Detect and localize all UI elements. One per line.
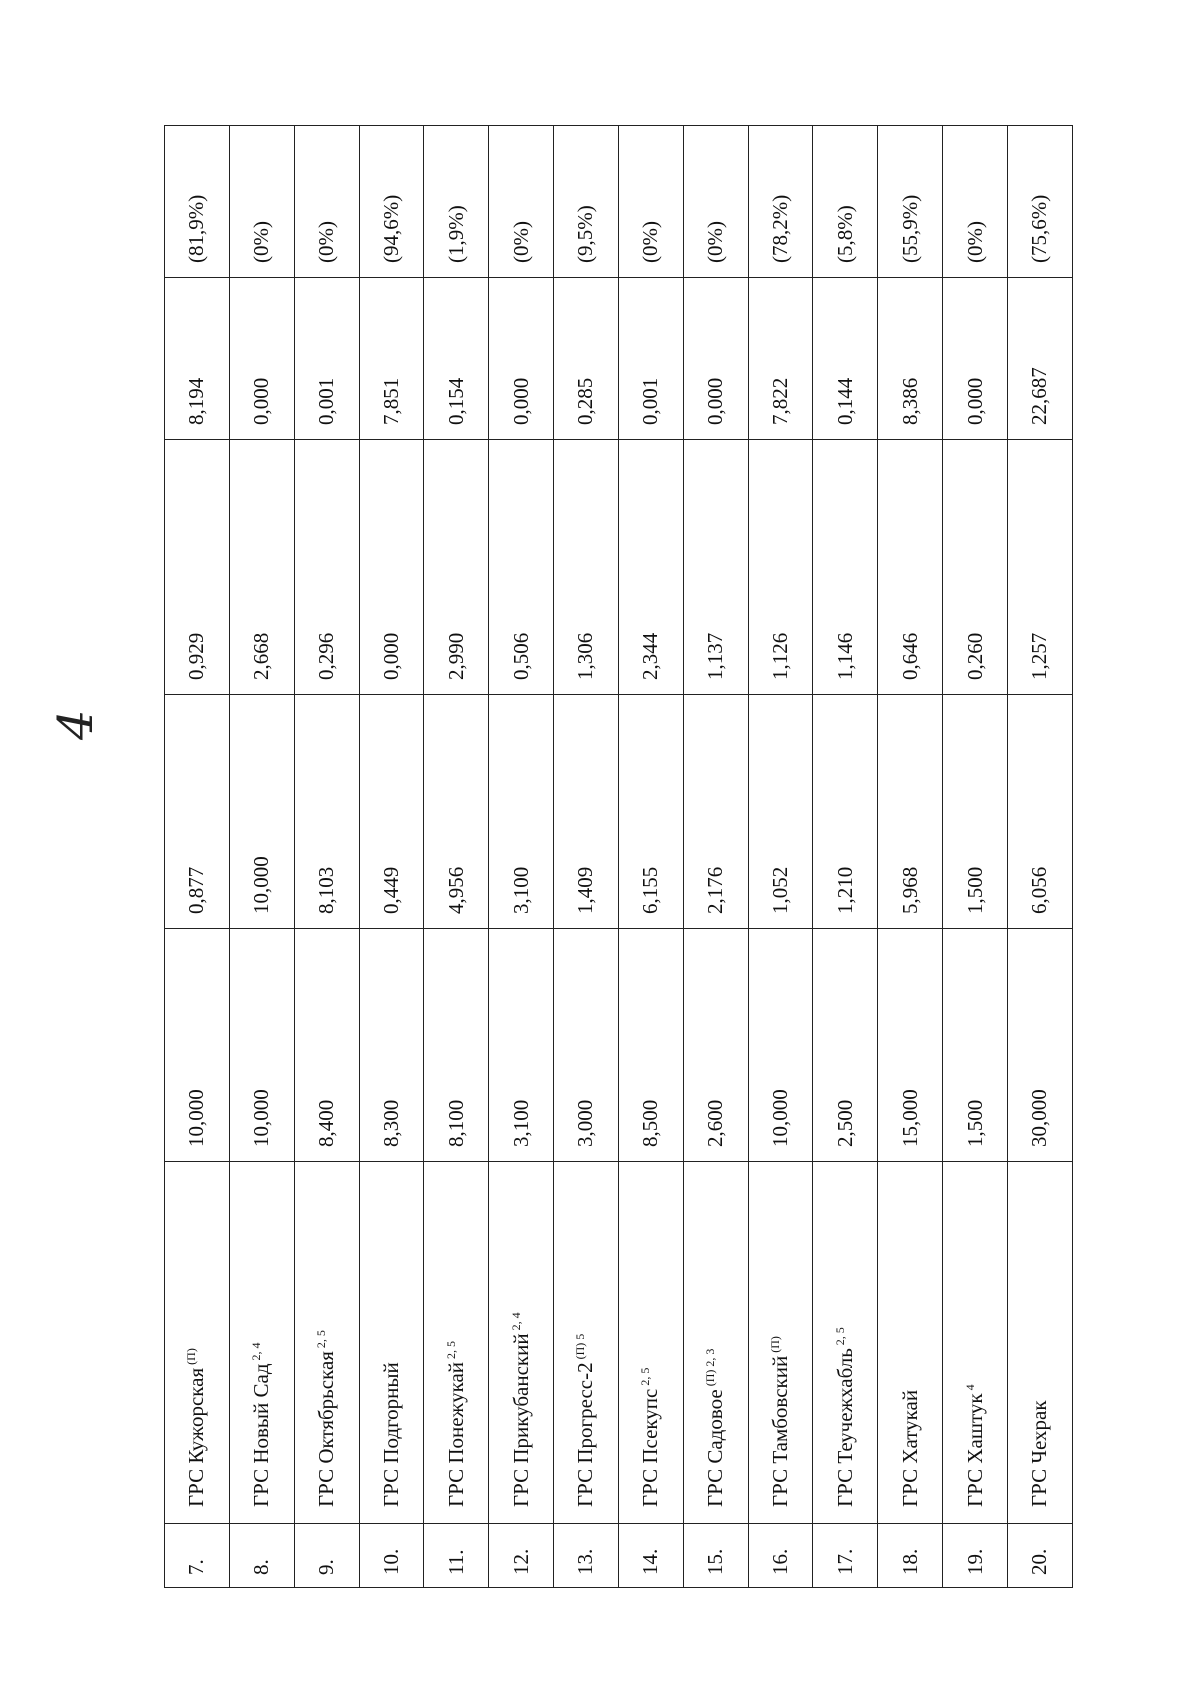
row-number: 7. bbox=[184, 1559, 209, 1575]
station-name-cell bbox=[748, 1162, 813, 1524]
reserve-cell bbox=[813, 278, 878, 440]
capacity: 8,400 bbox=[314, 1099, 339, 1147]
station-name-cell bbox=[229, 1162, 294, 1524]
value-b-cell bbox=[294, 695, 359, 929]
reserve-cell bbox=[748, 278, 813, 440]
capacity: 15,000 bbox=[897, 1089, 922, 1147]
footnote-marker: 4 bbox=[962, 1384, 977, 1391]
reserve-percent: (0%) bbox=[703, 221, 728, 263]
reserve: 7,851 bbox=[378, 377, 403, 425]
value-b: 1,210 bbox=[832, 866, 857, 914]
value-c-cell bbox=[943, 440, 1008, 695]
value-c-cell bbox=[359, 440, 424, 695]
reserve-percent: (5,8%) bbox=[832, 205, 857, 263]
reserve-percent-cell bbox=[294, 126, 359, 278]
table-row bbox=[943, 126, 1008, 1588]
value-c-cell bbox=[294, 440, 359, 695]
row-number-cell bbox=[748, 1524, 813, 1588]
value-c-cell bbox=[878, 440, 943, 695]
value-c: 1,306 bbox=[573, 632, 598, 680]
value-c-cell bbox=[554, 440, 619, 695]
reserve-percent: (1,9%) bbox=[443, 205, 468, 263]
reserve: 7,822 bbox=[768, 377, 793, 425]
reserve-percent: (0%) bbox=[249, 221, 274, 263]
row-number-cell bbox=[1007, 1524, 1072, 1588]
reserve-percent-cell bbox=[878, 126, 943, 278]
value-c-cell bbox=[683, 440, 748, 695]
row-number: 16. bbox=[768, 1548, 793, 1575]
value-b: 2,176 bbox=[703, 866, 728, 914]
capacity: 3,100 bbox=[508, 1099, 533, 1147]
reserve: 0,144 bbox=[832, 377, 857, 425]
capacity-cell bbox=[489, 929, 554, 1162]
row-number-cell bbox=[943, 1524, 1008, 1588]
capacity-cell bbox=[359, 929, 424, 1162]
value-b-cell bbox=[943, 695, 1008, 929]
row-number-cell bbox=[229, 1524, 294, 1588]
row-number: 19. bbox=[962, 1548, 987, 1575]
reserve-cell bbox=[618, 278, 683, 440]
reserve: 0,001 bbox=[314, 377, 339, 425]
table-row bbox=[813, 126, 878, 1588]
value-c: 1,257 bbox=[1027, 632, 1052, 680]
value-b: 0,449 bbox=[378, 866, 403, 914]
capacity: 3,000 bbox=[573, 1099, 598, 1147]
value-c-cell bbox=[229, 440, 294, 695]
reserve-percent-cell bbox=[683, 126, 748, 278]
reserve-cell bbox=[554, 278, 619, 440]
capacity: 10,000 bbox=[184, 1089, 209, 1147]
capacity: 8,100 bbox=[443, 1099, 468, 1147]
row-number: 10. bbox=[378, 1548, 403, 1575]
value-b: 6,155 bbox=[638, 866, 663, 914]
reserve: 0,000 bbox=[703, 377, 728, 425]
table-row bbox=[1007, 126, 1072, 1588]
capacity: 2,600 bbox=[703, 1099, 728, 1147]
capacity: 1,500 bbox=[962, 1099, 987, 1147]
value-c-cell bbox=[165, 440, 230, 695]
value-b: 5,968 bbox=[897, 866, 922, 914]
reserve-percent-cell bbox=[489, 126, 554, 278]
value-c: 1,137 bbox=[703, 632, 728, 680]
value-b-cell bbox=[424, 695, 489, 929]
gas-station-table bbox=[164, 125, 1073, 1588]
row-number-cell bbox=[813, 1524, 878, 1588]
table-row bbox=[165, 126, 230, 1588]
value-c-cell bbox=[748, 440, 813, 695]
value-c: 0,296 bbox=[314, 632, 339, 680]
row-number-cell bbox=[424, 1524, 489, 1588]
capacity-cell bbox=[813, 929, 878, 1162]
table-body bbox=[165, 126, 1073, 1588]
value-c: 0,000 bbox=[378, 632, 403, 680]
value-b: 3,100 bbox=[508, 866, 533, 914]
footnote-marker: 2, 5 bbox=[832, 1327, 847, 1346]
value-b-cell bbox=[878, 695, 943, 929]
value-b-cell bbox=[554, 695, 619, 929]
reserve: 0,000 bbox=[249, 377, 274, 425]
value-c: 2,990 bbox=[443, 632, 468, 680]
footnote-marker: 2, 4 bbox=[249, 1342, 264, 1361]
row-number: 13. bbox=[573, 1548, 598, 1575]
row-number: 18. bbox=[897, 1548, 922, 1575]
reserve-percent: (0%) bbox=[962, 221, 987, 263]
reserve-percent-cell bbox=[1007, 126, 1072, 278]
row-number: 17. bbox=[832, 1548, 857, 1575]
footnote-marker: (П) bbox=[768, 1336, 783, 1353]
station-name-cell bbox=[489, 1162, 554, 1524]
value-b-cell bbox=[813, 695, 878, 929]
row-number: 14. bbox=[638, 1548, 663, 1575]
footnote-marker: (П) 5 bbox=[573, 1333, 588, 1360]
station-name-cell bbox=[294, 1162, 359, 1524]
footnote-marker: 2, 5 bbox=[443, 1340, 458, 1359]
station-name: ГРС Понежукай bbox=[443, 1361, 468, 1507]
station-name: ГРС Хаштук bbox=[962, 1393, 987, 1507]
row-number-cell bbox=[165, 1524, 230, 1588]
station-name-cell bbox=[618, 1162, 683, 1524]
value-b-cell bbox=[748, 695, 813, 929]
station-name-cell bbox=[554, 1162, 619, 1524]
capacity-cell bbox=[424, 929, 489, 1162]
capacity-cell bbox=[165, 929, 230, 1162]
value-c: 2,668 bbox=[249, 632, 274, 680]
row-number-cell bbox=[683, 1524, 748, 1588]
station-name: ГРС Новый Сад bbox=[249, 1363, 274, 1507]
reserve-cell bbox=[165, 278, 230, 440]
value-c: 0,646 bbox=[897, 632, 922, 680]
station-name: ГРС Теучежхабль bbox=[832, 1348, 857, 1507]
footnote-marker: (П) bbox=[184, 1348, 199, 1365]
value-c-cell bbox=[424, 440, 489, 695]
reserve: 0,000 bbox=[508, 377, 533, 425]
value-b: 0,877 bbox=[184, 866, 209, 914]
table-row bbox=[878, 126, 943, 1588]
station-name: ГРС Тамбовский bbox=[768, 1355, 793, 1507]
value-b-cell bbox=[683, 695, 748, 929]
table-row bbox=[294, 126, 359, 1588]
reserve-percent-cell bbox=[554, 126, 619, 278]
value-c-cell bbox=[618, 440, 683, 695]
station-name: ГРС Чехрак bbox=[1027, 1400, 1052, 1507]
station-name-cell bbox=[165, 1162, 230, 1524]
capacity: 10,000 bbox=[768, 1089, 793, 1147]
table-row bbox=[489, 126, 554, 1588]
capacity-cell bbox=[683, 929, 748, 1162]
station-name: ГРС Прикубанский bbox=[508, 1333, 533, 1507]
station-name-cell bbox=[878, 1162, 943, 1524]
row-number: 20. bbox=[1027, 1548, 1052, 1575]
value-b: 1,052 bbox=[768, 866, 793, 914]
row-number-cell bbox=[359, 1524, 424, 1588]
station-name: ГРС Кужорская bbox=[184, 1367, 209, 1507]
table-row bbox=[618, 126, 683, 1588]
value-b: 1,500 bbox=[962, 866, 987, 914]
reserve-percent: (81,9%) bbox=[184, 194, 209, 263]
value-b: 1,409 bbox=[573, 866, 598, 914]
reserve-percent-cell bbox=[943, 126, 1008, 278]
reserve: 22,687 bbox=[1027, 367, 1052, 425]
reserve-cell bbox=[878, 278, 943, 440]
reserve-cell bbox=[943, 278, 1008, 440]
value-b-cell bbox=[618, 695, 683, 929]
value-b-cell bbox=[1007, 695, 1072, 929]
value-c: 0,506 bbox=[508, 632, 533, 680]
value-b: 6,056 bbox=[1027, 866, 1052, 914]
row-number-cell bbox=[554, 1524, 619, 1588]
station-name: ГРС Прогресс-2 bbox=[573, 1362, 598, 1507]
reserve-percent-cell bbox=[618, 126, 683, 278]
capacity: 30,000 bbox=[1027, 1089, 1052, 1147]
station-name: ГРС Садовое bbox=[703, 1389, 728, 1507]
reserve-cell bbox=[424, 278, 489, 440]
row-number: 12. bbox=[508, 1548, 533, 1575]
footnote-marker: (П) 2, 3 bbox=[703, 1348, 718, 1387]
value-b: 10,000 bbox=[249, 856, 274, 914]
value-b-cell bbox=[165, 695, 230, 929]
reserve-cell bbox=[229, 278, 294, 440]
reserve-percent: (94,6%) bbox=[378, 194, 403, 263]
row-number-cell bbox=[618, 1524, 683, 1588]
capacity: 8,500 bbox=[638, 1099, 663, 1147]
reserve-percent: (75,6%) bbox=[1027, 194, 1052, 263]
handwritten-page-number: 4 bbox=[48, 709, 104, 740]
reserve: 0,154 bbox=[443, 377, 468, 425]
value-c: 1,126 bbox=[768, 632, 793, 680]
reserve: 0,000 bbox=[962, 377, 987, 425]
station-name: ГРС Хатукай bbox=[897, 1389, 922, 1507]
row-number: 8. bbox=[249, 1559, 274, 1575]
reserve-percent: (0%) bbox=[314, 221, 339, 263]
table-row bbox=[683, 126, 748, 1588]
reserve-percent: (0%) bbox=[508, 221, 533, 263]
capacity: 8,300 bbox=[378, 1099, 403, 1147]
table-row bbox=[424, 126, 489, 1588]
reserve-percent-cell bbox=[748, 126, 813, 278]
reserve-cell bbox=[683, 278, 748, 440]
row-number: 9. bbox=[314, 1559, 339, 1575]
station-name: ГРС Псекупс bbox=[638, 1388, 663, 1507]
value-c-cell bbox=[489, 440, 554, 695]
value-b-cell bbox=[489, 695, 554, 929]
station-name-cell bbox=[359, 1162, 424, 1524]
data-table-container bbox=[164, 126, 1073, 1588]
table-row bbox=[229, 126, 294, 1588]
reserve-percent-cell bbox=[229, 126, 294, 278]
reserve-percent-cell bbox=[813, 126, 878, 278]
reserve-percent: (55,9%) bbox=[897, 194, 922, 263]
reserve: 8,386 bbox=[897, 377, 922, 425]
value-b-cell bbox=[359, 695, 424, 929]
station-name-cell bbox=[943, 1162, 1008, 1524]
value-c-cell bbox=[1007, 440, 1072, 695]
footnote-marker: 2, 5 bbox=[314, 1330, 329, 1349]
value-c-cell bbox=[813, 440, 878, 695]
reserve-cell bbox=[1007, 278, 1072, 440]
station-name-cell bbox=[424, 1162, 489, 1524]
capacity-cell bbox=[229, 929, 294, 1162]
reserve-percent-cell bbox=[424, 126, 489, 278]
capacity-cell bbox=[554, 929, 619, 1162]
station-name-cell bbox=[683, 1162, 748, 1524]
footnote-marker: 2, 5 bbox=[638, 1367, 653, 1386]
table-row bbox=[554, 126, 619, 1588]
value-b: 8,103 bbox=[314, 866, 339, 914]
table-row bbox=[359, 126, 424, 1588]
capacity-cell bbox=[294, 929, 359, 1162]
value-c: 2,344 bbox=[638, 632, 663, 680]
value-b: 4,956 bbox=[443, 866, 468, 914]
capacity-cell bbox=[618, 929, 683, 1162]
value-c: 1,146 bbox=[832, 632, 857, 680]
reserve-cell bbox=[359, 278, 424, 440]
row-number: 15. bbox=[703, 1548, 728, 1575]
value-c: 0,929 bbox=[184, 632, 209, 680]
station-name: ГРС Октябрьская bbox=[314, 1351, 339, 1507]
reserve-cell bbox=[294, 278, 359, 440]
capacity-cell bbox=[1007, 929, 1072, 1162]
table-row bbox=[748, 126, 813, 1588]
reserve-percent: (9,5%) bbox=[573, 205, 598, 263]
reserve-cell bbox=[489, 278, 554, 440]
value-c: 0,260 bbox=[962, 632, 987, 680]
value-b-cell bbox=[229, 695, 294, 929]
reserve: 0,001 bbox=[638, 377, 663, 425]
reserve-percent-cell bbox=[359, 126, 424, 278]
reserve: 8,194 bbox=[184, 377, 209, 425]
capacity: 10,000 bbox=[249, 1089, 274, 1147]
station-name: ГРС Подгорный bbox=[378, 1362, 403, 1507]
row-number: 11. bbox=[443, 1549, 468, 1575]
reserve-percent-cell bbox=[165, 126, 230, 278]
reserve-percent: (0%) bbox=[638, 221, 663, 263]
row-number-cell bbox=[878, 1524, 943, 1588]
capacity-cell bbox=[943, 929, 1008, 1162]
reserve: 0,285 bbox=[573, 377, 598, 425]
capacity: 2,500 bbox=[832, 1099, 857, 1147]
capacity-cell bbox=[878, 929, 943, 1162]
footnote-marker: 2, 4 bbox=[508, 1312, 523, 1331]
reserve-percent: (78,2%) bbox=[768, 194, 793, 263]
row-number-cell bbox=[294, 1524, 359, 1588]
station-name-cell bbox=[1007, 1162, 1072, 1524]
row-number-cell bbox=[489, 1524, 554, 1588]
station-name-cell bbox=[813, 1162, 878, 1524]
capacity-cell bbox=[748, 929, 813, 1162]
